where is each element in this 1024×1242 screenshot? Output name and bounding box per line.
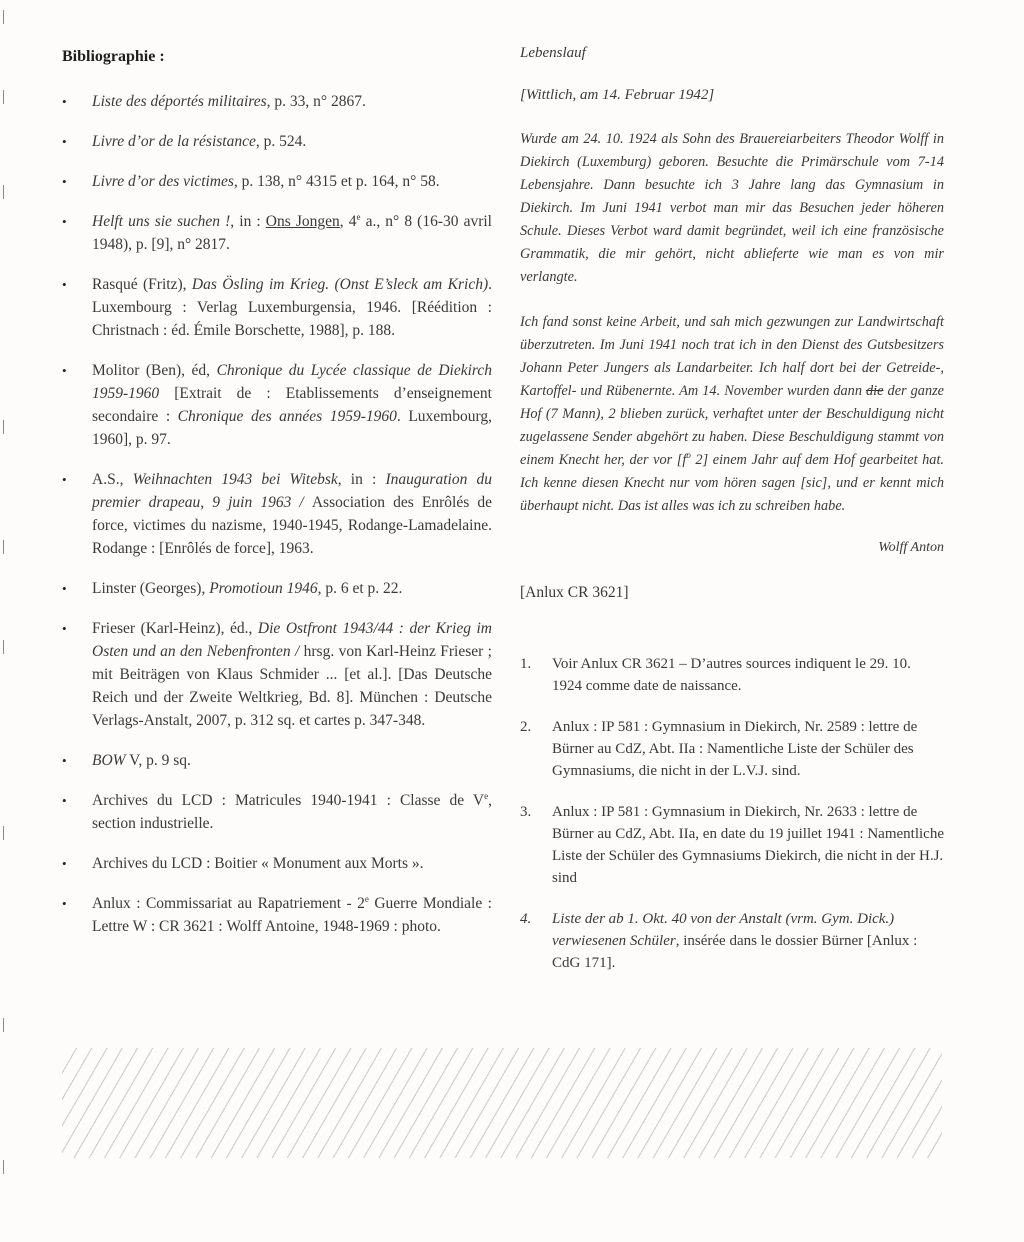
- letter-place-date: [Wittlich, am 14. Februar 1942]: [520, 87, 715, 103]
- letter-sup: o: [686, 450, 691, 461]
- letter-section: [520, 45, 944, 993]
- bibliography-item: [62, 130, 492, 153]
- bibliography-item: [62, 170, 492, 193]
- bibliography-item: [62, 359, 492, 451]
- bullet-icon: •: [62, 793, 67, 808]
- hatched-divider: [62, 1048, 942, 1158]
- bullet-icon: •: [62, 621, 67, 636]
- footnote-number: 1.: [520, 656, 532, 672]
- bib-text: , p. 524.: [255, 133, 307, 150]
- letter-signature: Wolff Anton: [878, 540, 944, 555]
- bib-author: Frieser (Karl-Heinz), éd.,: [92, 620, 258, 637]
- footnote-number: 2.: [520, 719, 532, 735]
- footnote-title: Liste der ab 1. Okt. 40 von der Anstalt (vrm. Gym. Dick.) verwiesenen Schüler: [552, 911, 895, 949]
- bib-text: Guerre Mondiale : Lettre W : CR 3621 : Wolff Antoine, 1948-1969 : photo.: [92, 895, 492, 935]
- letter-text: Ich fand sonst keine Arbeit, und sah mich gezwungen zur Landwirtschaft überzutreten. Im Juni 1941 noch trat ich in den Dienst des Gutsbesitzers Johann Peter Jungers als Landarbeiter. Ich half dort bei der Getreide-, Kartoffel- und Rübenernte. Am 14. November wurden dann: [520, 314, 944, 399]
- bib-journal: Ons Jongen: [265, 213, 340, 230]
- bib-author: Rasqué (Fritz),: [92, 276, 192, 293]
- letter-heading: Lebenslauf: [520, 45, 586, 61]
- struck-word: die: [866, 383, 884, 399]
- bullet-icon: •: [62, 896, 67, 911]
- bib-text: , 4: [339, 213, 357, 230]
- bibliography-item: [62, 749, 492, 772]
- bibliography-item: [62, 90, 492, 113]
- bib-text: , in :: [230, 213, 266, 230]
- bibliography-item: [62, 852, 492, 875]
- bib-title: Inauguration du premier drapeau, 9 juin 1963 /: [92, 471, 492, 511]
- bullet-icon: •: [62, 134, 67, 149]
- bib-author: A.S.,: [92, 471, 133, 488]
- bib-text: , p. 6 et p. 22.: [317, 580, 403, 597]
- footnote: [520, 716, 944, 782]
- bibliography-title: Bibliographie :: [62, 48, 165, 65]
- bullet-icon: •: [62, 363, 67, 378]
- footnotes-list: [520, 653, 944, 974]
- letter-paragraph: [520, 311, 944, 518]
- bib-title: Livre d’or de la résistance: [92, 133, 256, 150]
- bib-text: , in :: [337, 471, 386, 488]
- bullet-icon: •: [62, 581, 67, 596]
- footnote-text: Anlux : IP 581 : Gymnasium in Diekirch, Nr. 2589 : lettre de Bürner au CdZ, Abt. IIa : Namentliche Liste der Schüler des Gymnasiums, die nicht in der L.V.J. sind.: [552, 719, 918, 779]
- footnote-text: , insérée dans le dossier Bürner [Anlux : CdG 171].: [552, 933, 918, 971]
- bib-title: Chronique des années 1959-1960: [177, 408, 397, 425]
- bib-author: Molitor (Ben), éd,: [92, 362, 217, 379]
- bib-text: hrsg. von Karl-Heinz Frieser ; mit Beiträgen von Klaus Schmider ... [et al.]. [Das Deutsche Reich und der Zweite Weltkrieg, Bd. 8]. München : Deutsche Verlags-Anstalt, 2007, p. 312 sq. et cartes p. 347-348.: [92, 643, 492, 729]
- footnote-number: 3.: [520, 804, 532, 820]
- bib-title: Livre d’or des victimes: [92, 173, 234, 190]
- bibliography-item: [62, 577, 492, 600]
- bib-title: Die Ostfront 1943/44 : der Krieg im Osten und an den Nebenfronten /: [92, 620, 492, 660]
- bibliography-item: [62, 273, 492, 342]
- footnote: [520, 801, 944, 889]
- bib-text: V, p. 9 sq.: [125, 752, 191, 769]
- bullet-icon: •: [62, 277, 67, 292]
- footnote-text: Anlux : IP 581 : Gymnasium in Diekirch, Nr. 2633 : lettre de Bürner au CdZ, Abt. IIa, en date du 19 juillet 1941 : Namentliche Liste der Schüler des Gymnasiums Diekirch, die nicht in der H.J. sind: [552, 804, 944, 886]
- bib-text: . Luxembourg, 1960], p. 97.: [92, 408, 492, 448]
- bib-text: . Luxembourg : Verlag Luxemburgensia, 1946. [Réédition : Christnach : éd. Émile Borschette, 1988], p. 188.: [92, 276, 492, 339]
- bib-author: Linster (Georges),: [92, 580, 210, 597]
- bib-sup: e: [484, 790, 489, 801]
- bib-title: Chronique du Lycée classique de Diekirch 1959-1960: [92, 362, 492, 402]
- bib-title: Promotioun 1946: [209, 580, 318, 597]
- bib-text: , p. 33, n° 2867.: [266, 93, 366, 110]
- letter-text: 2] einem Jahr auf dem Hof gearbeitet hat. Ich kenne diesen Knecht nur vom hören sagen [sic], und er kennt mich überhaupt nicht. Das ist alles was ich zu schreiben habe.: [520, 452, 944, 514]
- letter-text: der ganze Hof (7 Mann), 2 blieben zurück, verhaftet unter der Beschuldigung nicht zugelassene Sender abgehört zu haben. Diese Beschuldigung stammt von einem Knecht her, der vor [f: [520, 383, 944, 468]
- margin-marks: [3, 0, 7, 1242]
- bibliography-item: [62, 789, 492, 835]
- letter-body: [520, 128, 944, 518]
- bib-title: Das Ösling im Krieg. (Onst E’sleck am Krich): [191, 276, 489, 293]
- bib-text: Archives du LCD : Matricules 1940-1941 : Classe de V: [92, 792, 485, 809]
- bib-text: , p. 138, n° 4315 et p. 164, n° 58.: [233, 173, 440, 190]
- bibliography-list: [62, 90, 492, 938]
- bibliography-item: [62, 468, 492, 560]
- bibliography-item: [62, 892, 492, 938]
- footnote: [520, 653, 944, 697]
- bibliography-item: [62, 617, 492, 732]
- bibliography-item: [62, 210, 492, 256]
- bib-text: a., n° 8 (16-30 avril 1948), p. [9], n° 2817.: [92, 213, 492, 253]
- bib-text: Association des Enrôlés de force, victimes du nazisme, 1940-1945, Rodange-Lamadelaine. Rodange : [Enrôlés de force], 1963.: [92, 494, 492, 557]
- bib-text: [Extrait de : Etablissements d’enseignement secondaire :: [92, 385, 492, 425]
- letter-paragraph: Wurde am 24. 10. 1924 als Sohn des Brauereiarbeiters Theodor Wolff in Diekirch (Luxemburg) geboren. Besuchte die Primärschule vom 7-14 Lebensjahre. Dann besuchte ich 3 Jahre lang das Gymnasium in Diekirch. Im Juni 1941 verbot man mir das Besuchen jeder höheren Schule. Dieses Verbot ward damit begründet, weil ich eine französische Grammatik, die mir gehört, nicht ablieferte wie man es von mir verlangte.: [520, 131, 944, 285]
- footnote-number: 4.: [520, 911, 532, 927]
- bullet-icon: •: [62, 214, 67, 229]
- archive-reference: [Anlux CR 3621]: [520, 584, 629, 601]
- bib-sup: e: [364, 893, 369, 904]
- bullet-icon: •: [62, 94, 67, 109]
- bullet-icon: •: [62, 472, 67, 487]
- bib-title: Weihnachten 1943 bei Witebsk: [132, 471, 338, 488]
- bibliography-section: [62, 48, 492, 955]
- bullet-icon: •: [62, 753, 67, 768]
- footnote: [520, 908, 944, 974]
- bib-text: Anlux : Commissariat au Rapatriement - 2: [92, 895, 365, 912]
- bib-title: BOW: [92, 752, 126, 769]
- footnote-text: Voir Anlux CR 3621 – D’autres sources indiquent le 29. 10. 1924 comme date de naissance.: [552, 656, 911, 694]
- bib-text: Archives du LCD : Boitier « Monument aux Morts ».: [92, 855, 424, 872]
- bullet-icon: •: [62, 174, 67, 189]
- bib-title: Liste des déportés militaires: [92, 93, 267, 110]
- bib-title: Helft uns sie suchen !: [92, 213, 231, 230]
- bib-text: , section industrielle.: [92, 792, 492, 832]
- bib-sup: e: [356, 211, 361, 222]
- bullet-icon: •: [62, 856, 67, 871]
